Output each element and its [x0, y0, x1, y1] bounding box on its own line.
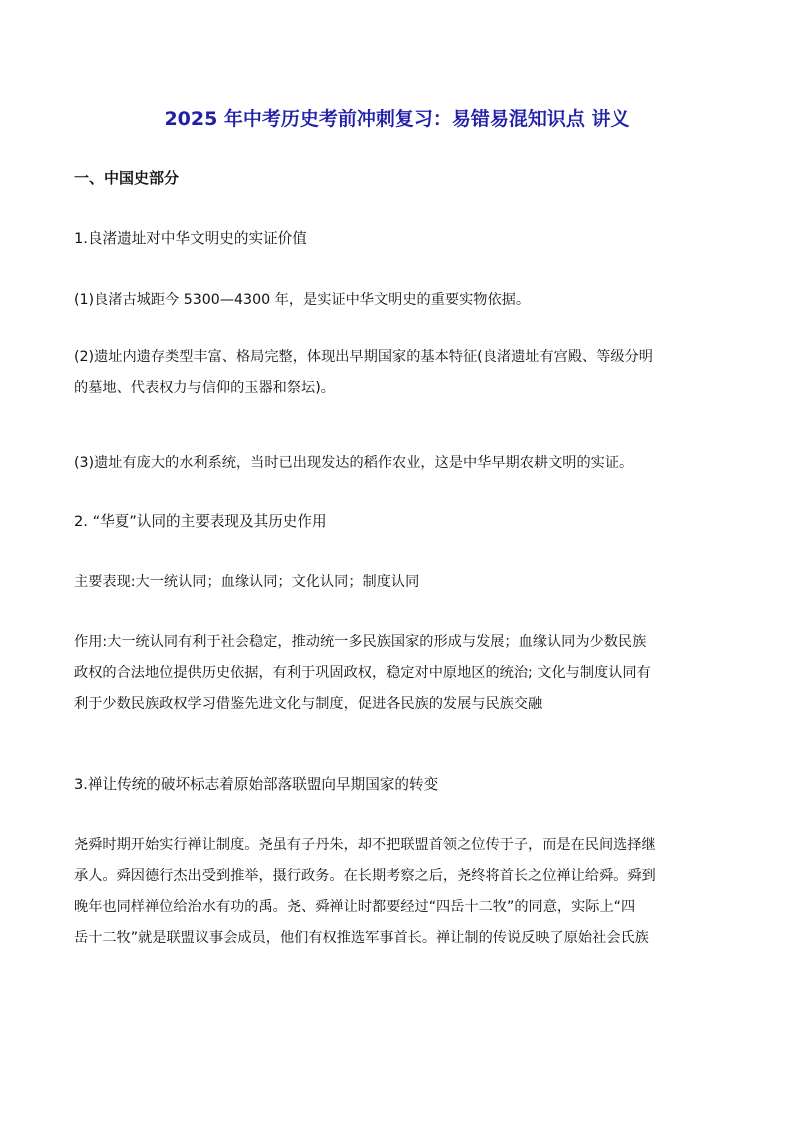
paragraph-line: (2)遗址内遗存类型丰富、格局完整，体现出早期国家的基本特征(良渚遗址有宫殿、等级分明 — [74, 349, 653, 365]
paragraph-line: 作用:大一统认同有利于社会稳定，推动统一多民族国家的形成与发展；血缘认同为少数民族 — [74, 634, 647, 650]
item-2-paragraph-2 — [74, 627, 724, 720]
item-1-paragraph-3: (3)遗址有庞大的水利系统，当时已出现发达的稻作农业，这是中华早期农耕文明的实证。 — [74, 455, 634, 471]
item-1-paragraph-1: (1)良渚古城距今 5300—4300 年，是实证中华文明史的重要实物依据。 — [74, 292, 531, 308]
item-1-heading: 1.良渚遗址对中华文明史的实证价值 — [74, 230, 307, 247]
paragraph-line: 尧舜时期开始实行禅让制度。尧虽有子丹朱，却不把联盟首领之位传于子，而是在民间选择继 — [74, 837, 656, 853]
item-3-heading: 3.禅让传统的破坏标志着原始部落联盟向早期国家的转变 — [74, 776, 439, 793]
paragraph-line: 利于少数民族政权学习借鉴先进文化与制度，促进各民族的发展与民族交融 — [74, 696, 543, 712]
document-title: 2025 年中考历史考前冲刺复习：易错易混知识点 讲义 — [164, 108, 630, 130]
paragraph-line: 的墓地、代表权力与信仰的玉器和祭坛)。 — [74, 380, 335, 396]
paragraph-line: 承人。舜因德行杰出受到推举，摄行政务。在长期考察之后，尧终将首长之位禅让给舜。舜到 — [74, 868, 656, 884]
item-1-paragraph-2 — [74, 342, 724, 404]
item-3-paragraph-1 — [74, 830, 724, 954]
paragraph-line: 晚年也同样禅位给治水有功的禹。尧、舜禅让时都要经过“四岳十二牧”的同意，实际上“四 — [74, 899, 636, 915]
paragraph-line: 政权的合法地位提供历史依据，有利于巩固政权，稳定对中原地区的统治; 文化与制度认同有 — [74, 665, 651, 681]
section-heading-china-history: 一、中国史部分 — [74, 169, 180, 187]
item-2-heading: 2. “华夏”认同的主要表现及其历史作用 — [74, 513, 327, 530]
paragraph-line: 岳十二牧”就是联盟议事会成员，他们有权推选军事首长。禅让制的传说反映了原始社会氏族 — [74, 930, 649, 946]
item-2-paragraph-1: 主要表现:大一统认同；血缘认同；文化认同；制度认同 — [74, 574, 420, 590]
